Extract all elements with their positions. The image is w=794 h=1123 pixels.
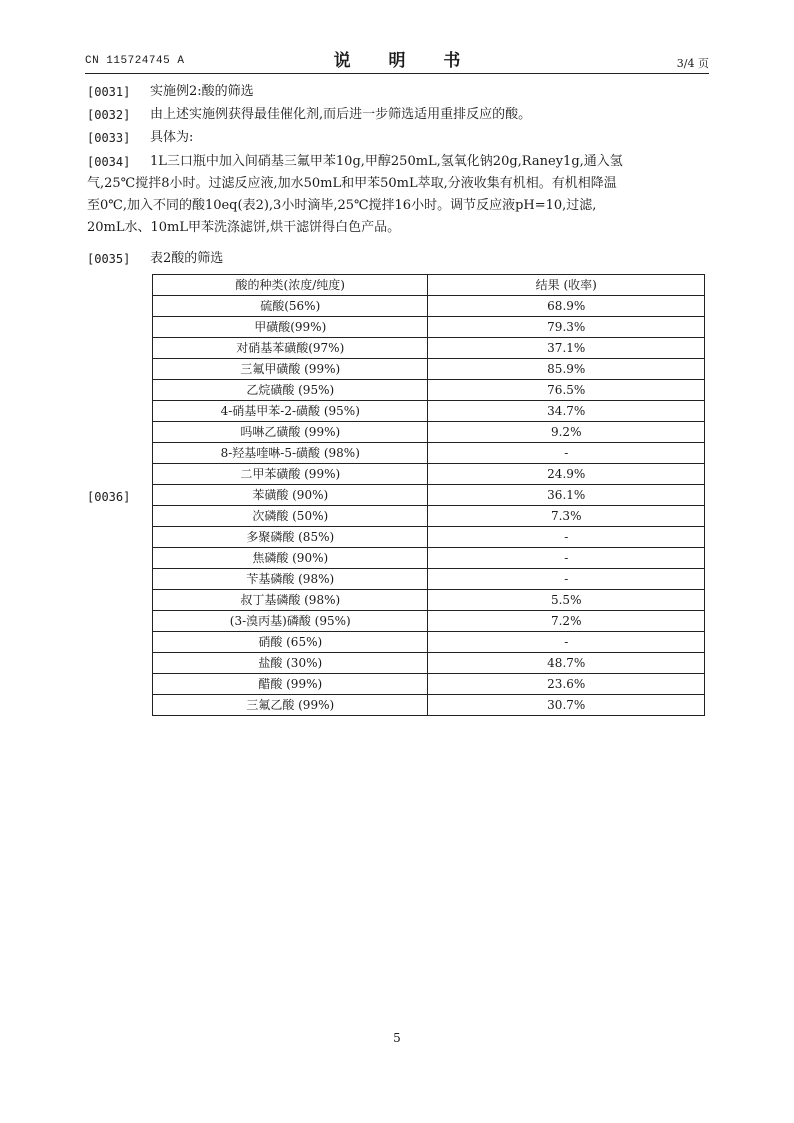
yield-cell: - <box>428 569 705 590</box>
table-row <box>153 485 705 506</box>
page-number: 5 <box>393 1031 401 1045</box>
yield-cell: - <box>428 548 705 569</box>
yield-cell: - <box>428 527 705 548</box>
yield-cell: - <box>428 632 705 653</box>
acid-cell: 吗啉乙磺酸 (99%) <box>153 422 428 443</box>
yield-cell: 76.5% <box>428 380 705 401</box>
paragraph-text: 实施例2:酸的筛选 <box>150 84 254 99</box>
table-row <box>153 590 705 611</box>
acid-cell: 叔丁基磷酸 (98%) <box>153 590 428 611</box>
table-row <box>153 569 705 590</box>
paragraph-0034 <box>87 151 709 239</box>
table-row <box>153 695 705 716</box>
yield-cell: 79.3% <box>428 317 705 338</box>
acid-cell: 醋酸 (99%) <box>153 674 428 695</box>
paragraph-number-0036: [0036] <box>87 490 131 504</box>
paragraph-0032 <box>87 104 709 126</box>
table-row <box>153 527 705 548</box>
paragraph-0031 <box>87 81 709 103</box>
acid-cell: 三氟甲磺酸 (99%) <box>153 359 428 380</box>
paragraph-0035 <box>87 248 709 270</box>
yield-cell: 85.9% <box>428 359 705 380</box>
table-row <box>153 359 705 380</box>
acid-cell: 二甲苯磺酸 (99%) <box>153 464 428 485</box>
yield-cell: 9.2% <box>428 422 705 443</box>
yield-cell: 7.2% <box>428 611 705 632</box>
column-header-acid: 酸的种类(浓度/纯度) <box>153 275 428 296</box>
acid-cell: 8-羟基喹啉-5-磺酸 (98%) <box>153 443 428 464</box>
table-row <box>153 401 705 422</box>
patent-number: CN 115724745 A <box>85 55 185 67</box>
paragraph-text: 由上述实施例获得最佳催化剂,而后进一步筛选适用重排反应的酸。 <box>150 107 532 122</box>
acid-cell: 硫酸(56%) <box>153 296 428 317</box>
acid-cell: 盐酸 (30%) <box>153 653 428 674</box>
acid-cell: 甲磺酸(99%) <box>153 317 428 338</box>
document-title: 说 明 书 <box>333 51 477 71</box>
acid-cell: 苯磺酸 (90%) <box>153 485 428 506</box>
page-header <box>85 44 709 74</box>
acid-cell: 对硝基苯磺酸(97%) <box>153 338 428 359</box>
column-header-yield: 结果 (收率) <box>428 275 705 296</box>
yield-cell: 37.1% <box>428 338 705 359</box>
table-row <box>153 380 705 401</box>
table-row <box>153 317 705 338</box>
acid-cell: 苄基磷酸 (98%) <box>153 569 428 590</box>
table-row <box>153 611 705 632</box>
header-divider <box>85 73 709 74</box>
yield-cell: 68.9% <box>428 296 705 317</box>
paragraph-text: 具体为: <box>150 130 194 145</box>
table-header-row <box>153 275 705 296</box>
yield-cell: 30.7% <box>428 695 705 716</box>
table-row <box>153 443 705 464</box>
table-row <box>153 506 705 527</box>
paragraph-number: [0032] <box>87 108 131 122</box>
paragraph-line: 20mL水、10mL甲苯洗涤滤饼,烘干滤饼得白色产品。 <box>87 220 401 235</box>
yield-cell: 34.7% <box>428 401 705 422</box>
acid-cell: 硝酸 (65%) <box>153 632 428 653</box>
acid-cell: 乙烷磺酸 (95%) <box>153 380 428 401</box>
paragraph-number: [0034] <box>87 155 131 169</box>
yield-cell: - <box>428 443 705 464</box>
paragraph-0033 <box>87 127 709 149</box>
table-row <box>153 674 705 695</box>
table-row <box>153 296 705 317</box>
table-row <box>153 632 705 653</box>
table-row <box>153 338 705 359</box>
acid-screening-table <box>152 274 705 716</box>
table-caption: 表2酸的筛选 <box>150 251 224 266</box>
paragraph-number: [0033] <box>87 131 131 145</box>
yield-cell: 24.9% <box>428 464 705 485</box>
acid-cell: (3-溴丙基)磷酸 (95%) <box>153 611 428 632</box>
yield-cell: 5.5% <box>428 590 705 611</box>
acid-cell: 4-硝基甲苯-2-磺酸 (95%) <box>153 401 428 422</box>
page-indicator: 3/4 页 <box>676 57 709 70</box>
paragraph-line: 气,25℃搅拌8小时。过滤反应液,加水50mL和甲苯50mL萃取,分液收集有机相。有机相降温 <box>87 176 617 191</box>
acid-cell: 次磷酸 (50%) <box>153 506 428 527</box>
table-row <box>153 653 705 674</box>
table-row <box>153 464 705 485</box>
yield-cell: 23.6% <box>428 674 705 695</box>
acid-cell: 三氟乙酸 (99%) <box>153 695 428 716</box>
paragraph-number: [0035] <box>87 252 131 266</box>
acid-cell: 焦磷酸 (90%) <box>153 548 428 569</box>
yield-cell: 36.1% <box>428 485 705 506</box>
paragraph-line: 1L三口瓶中加入间硝基三氟甲苯10g,甲醇250mL,氢氧化钠20g,Raney1g,通入氢 <box>150 154 623 169</box>
paragraph-line: 至0℃,加入不同的酸10eq(表2),3小时滴毕,25℃搅拌16小时。调节反应液pH=10,过滤, <box>87 198 597 213</box>
paragraph-number: [0031] <box>87 85 131 99</box>
table-row <box>153 422 705 443</box>
acid-cell: 多聚磷酸 (85%) <box>153 527 428 548</box>
yield-cell: 7.3% <box>428 506 705 527</box>
table-row <box>153 548 705 569</box>
yield-cell: 48.7% <box>428 653 705 674</box>
